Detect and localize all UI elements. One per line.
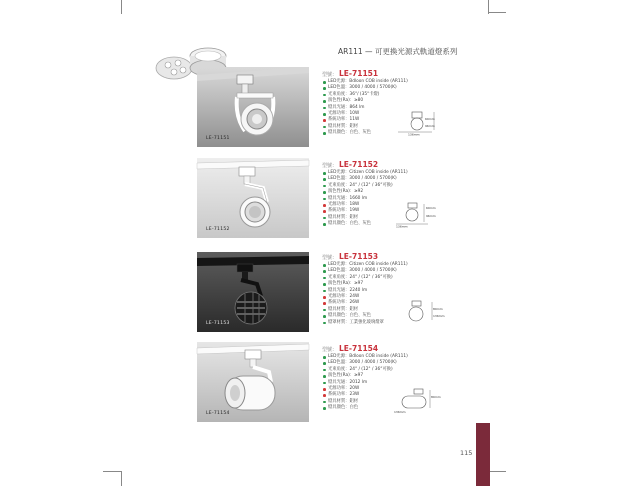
page-number: 115 <box>460 449 473 457</box>
model-heading <box>322 160 442 170</box>
spec-row: 燈具材質：鋁材 <box>322 124 442 130</box>
spec-row: 演色性(Ra)：≥97 <box>322 281 442 287</box>
bullet-icon <box>323 172 326 175</box>
spec-row: 燈具顏色：白色、灰色 <box>322 130 442 136</box>
spec-row: 燈具材質：鋁材 <box>322 215 442 221</box>
bullet-icon <box>323 290 326 293</box>
bullet-icon <box>323 210 326 213</box>
bullet-icon <box>323 100 326 103</box>
product-photo <box>197 158 309 238</box>
spec-row: 燈具光通：864 lm <box>322 105 442 111</box>
bullet-icon <box>323 204 326 207</box>
svg-text:136mm: 136mm <box>396 224 408 229</box>
bullet-icon <box>323 362 326 365</box>
crop-mark <box>488 12 506 13</box>
spec-row: LED色溫：3000 / 4000 / 5700(K) <box>322 85 442 91</box>
bullet-icon <box>323 107 326 110</box>
side-color-bar <box>476 423 490 486</box>
svg-text:96mm: 96mm <box>426 214 436 218</box>
bullet-icon <box>323 132 326 135</box>
bullet-icon <box>323 296 326 299</box>
svg-text:136mm: 136mm <box>433 314 445 318</box>
model-code: LE-71152 <box>339 160 379 169</box>
crop-mark <box>121 0 122 14</box>
svg-text:136mm: 136mm <box>394 410 406 414</box>
bullet-icon <box>323 81 326 84</box>
spec-row: 燈具材質：鋁材 <box>322 399 442 405</box>
product-photo <box>197 67 309 147</box>
bullet-icon <box>323 113 326 116</box>
spec-row: LED光源：Bdloon COB inside (AR111) <box>322 79 442 85</box>
bullet-icon <box>323 87 326 90</box>
spec-row: LED色溫：3000 / 4000 / 5700(K) <box>322 360 442 366</box>
dimension-drawing <box>394 108 440 136</box>
bullet-icon <box>323 185 326 188</box>
dimension-drawing <box>396 298 445 326</box>
spec-row: 演色性(Ra)：≥92 <box>322 189 442 195</box>
spec-row: 系統功率：11W <box>322 117 442 123</box>
spec-row: 燈具光通：2240 lm <box>322 288 442 294</box>
photo-label: LE-71151 <box>206 136 230 141</box>
bullet-icon <box>323 178 326 181</box>
crop-mark <box>121 471 122 486</box>
svg-text:69mm: 69mm <box>426 206 436 210</box>
spec-row: 光束角度：24° / (12° / 36°可換) <box>322 367 442 373</box>
page-title: AR111 — 可更換光源式軌道燈系列 <box>338 47 458 56</box>
spec-row: LED光源：Citizen COB inside (AR111) <box>322 170 442 176</box>
crop-mark <box>488 471 506 472</box>
spec-row: LED色溫：3000 / 4000 / 5700(K) <box>322 268 442 274</box>
bullet-icon <box>323 283 326 286</box>
model-heading <box>322 69 442 79</box>
model-heading <box>322 252 442 262</box>
spec-row: LED光源：Bdloon COB inside (AR111) <box>322 354 442 360</box>
bullet-icon <box>323 322 326 325</box>
spec-row: 光束角度：24° / (12° / 36°可換) <box>322 183 442 189</box>
spec-row: 燈具顏色：白色、灰色 <box>322 221 442 227</box>
bullet-icon <box>323 302 326 305</box>
bullet-icon <box>323 217 326 220</box>
model-tag: 型號： <box>322 255 338 261</box>
photo-label: LE-71154 <box>206 411 230 416</box>
spec-row: 光束角度：24° / (12° / 36°可換) <box>322 275 442 281</box>
bullet-icon <box>323 382 326 385</box>
model-code: LE-71154 <box>339 344 379 353</box>
bullet-icon <box>323 356 326 359</box>
bullet-icon <box>323 407 326 410</box>
bullet-icon <box>323 264 326 267</box>
bullet-icon <box>323 309 326 312</box>
photo-label: LE-71153 <box>206 321 230 326</box>
spec-row: LED光源：Citizen COB inside (AR111) <box>322 262 442 268</box>
spec-row: 系統功率：19W <box>322 208 442 214</box>
model-tag: 型號： <box>322 72 338 78</box>
spec-row: 燈具光通：2012 lm <box>322 380 442 386</box>
bullet-icon <box>323 394 326 397</box>
spec-row: 演色性(Ra)：≥80 <box>322 98 442 104</box>
product-photo <box>197 252 309 332</box>
model-heading <box>322 344 442 354</box>
spec-row: 燈具材質：鋁材 <box>322 307 442 313</box>
model-tag: 型號： <box>322 347 338 353</box>
dimension-drawing <box>392 386 440 414</box>
spec-row: 燈具顏色：白色、灰色 <box>322 313 442 319</box>
bullet-icon <box>323 270 326 273</box>
spec-row: 光源功率：20W <box>322 386 442 392</box>
spec-row: 演色性(Ra)：≥97 <box>322 373 442 379</box>
bullet-icon <box>323 223 326 226</box>
bullet-icon <box>323 94 326 97</box>
bullet-icon <box>323 401 326 404</box>
model-code: LE-71153 <box>339 252 379 261</box>
svg-text:69mm: 69mm <box>425 117 435 121</box>
bullet-icon <box>323 191 326 194</box>
spec-row: 燈具光通：1660 lm <box>322 196 442 202</box>
bullet-icon <box>323 315 326 318</box>
spec-row: 光源功率：18W <box>322 202 442 208</box>
bullet-icon <box>323 375 326 378</box>
bullet-icon <box>323 119 326 122</box>
bullet-icon <box>323 126 326 129</box>
spec-row: 燈罩材質：工業強化玻璃燈罩 <box>322 320 442 326</box>
spec-row: 系統功率：23W <box>322 392 442 398</box>
bullet-icon <box>323 277 326 280</box>
spec-row: LED色溫：3000 / 4000 / 5700(K) <box>322 176 442 182</box>
crop-mark <box>103 471 121 472</box>
svg-text:136mm: 136mm <box>408 132 420 137</box>
product-photo <box>197 342 309 422</box>
bullet-icon <box>323 198 326 201</box>
spec-row: 燈具顏色：白色 <box>322 405 442 411</box>
bullet-icon <box>323 388 326 391</box>
spec-row: 系統功率：26W <box>322 300 442 306</box>
spec-row: 光束角度：36°/ (35°卡燈) <box>322 92 442 98</box>
model-code: LE-71151 <box>339 69 379 78</box>
svg-text:89mm: 89mm <box>433 307 443 311</box>
bullet-icon <box>323 369 326 372</box>
svg-text:96mm: 96mm <box>425 124 435 128</box>
dimension-drawing <box>394 200 440 228</box>
model-tag: 型號： <box>322 163 338 169</box>
spec-row: 光源功率：24W <box>322 294 442 300</box>
photo-label: LE-71152 <box>206 227 230 232</box>
spec-row: 光源功率：10W <box>322 111 442 117</box>
svg-text:89mm: 89mm <box>431 395 441 399</box>
